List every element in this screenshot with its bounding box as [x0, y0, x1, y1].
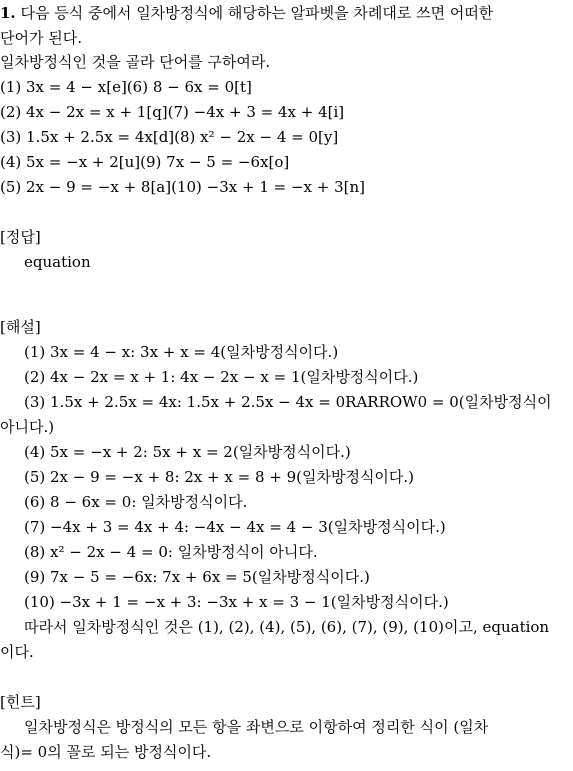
question-number: 1.: [0, 4, 16, 22]
answer-header: [정답]: [0, 228, 41, 246]
question-item: (5) 2x − 9 = −x + 8[a](10) −3x + 1 = −x + 3[n]: [0, 178, 366, 196]
explanation-line: (6) 8 − 6x = 0: 일차방정식이다.: [24, 493, 248, 511]
explanation-header: [해설]: [0, 318, 41, 336]
explanation-line: (3) 1.5x + 2.5x = 4x: 1.5x + 2.5x − 4x = 0RARROW0 = 0(일차방정식이: [24, 393, 552, 411]
question-prompt: 다음 등식 중에서 일차방정식에 해당하는 알파벳을 차례대로 쓰면 어떠한: [20, 4, 494, 22]
explanation-conclusion-end: 이다.: [0, 643, 34, 661]
explanation-line: (10) −3x + 1 = −x + 3: −3x + x = 3 − 1(일차방정식이다.): [24, 593, 449, 611]
question-item: (1) 3x = 4 − x[e](6) 8 − 6x = 0[t]: [0, 78, 252, 96]
question-instruction: 일차방정식인 것을 골라 단어를 구하여라.: [0, 53, 271, 71]
question-item: (3) 1.5x + 2.5x = 4x[d](8) x² − 2x − 4 = 0[y]: [0, 128, 339, 146]
explanation-line: (4) 5x = −x + 2: 5x + x = 2(일차방정식이다.): [24, 443, 351, 461]
explanation-line: (8) x² − 2x − 4 = 0: 일차방정식이 아니다.: [24, 543, 318, 561]
hint-text: 일차방정식은 방정식의 모든 항을 좌변으로 이항하여 정리한 식이 (일차: [24, 718, 489, 736]
explanation-conclusion: 따라서 일차방정식인 것은 (1), (2), (4), (5), (6), (7), (9), (10)이고, equation: [24, 618, 550, 636]
question-item: (2) 4x − 2x = x + 1[q](7) −4x + 3 = 4x + 4[i]: [0, 103, 345, 121]
explanation-line: (2) 4x − 2x = x + 1: 4x − 2x − x = 1(일차방정식이다.): [24, 368, 419, 386]
explanation-line: 아니다.): [0, 418, 55, 436]
explanation-line: (7) −4x + 3 = 4x + 4: −4x − 4x = 4 − 3(일차방정식이다.): [24, 518, 446, 536]
question-item: (4) 5x = −x + 2[u](9) 7x − 5 = −6x[o]: [0, 153, 290, 171]
explanation-line: (9) 7x − 5 = −6x: 7x + 6x = 5(일차방정식이다.): [24, 568, 370, 586]
hint-text-continued: 식)= 0의 꼴로 되는 방정식이다.: [0, 743, 212, 761]
hint-header: [힌트]: [0, 693, 41, 711]
explanation-line: (5) 2x − 9 = −x + 8: 2x + x = 8 + 9(일차방정식이다.): [24, 468, 415, 486]
explanation-line: (1) 3x = 4 − x: 3x + x = 4(일차방정식이다.): [24, 343, 339, 361]
question-prompt-continued: 단어가 된다.: [0, 29, 82, 47]
question-line-1: [0, 4, 493, 22]
answer-text: equation: [24, 253, 91, 271]
